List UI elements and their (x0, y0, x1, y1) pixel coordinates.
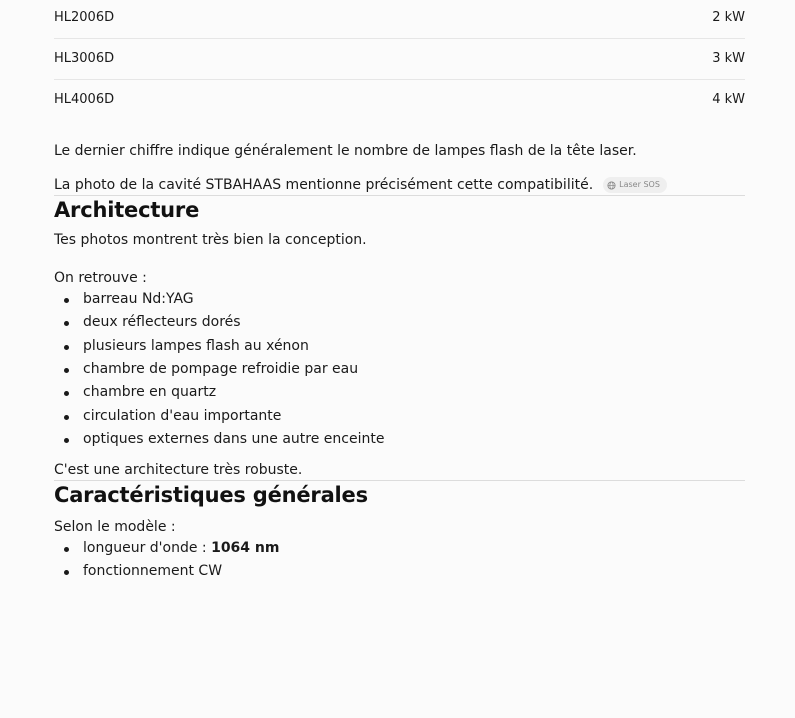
model-cell: HL2006D (54, 10, 115, 26)
architecture-intro: Tes photos montrent très bien la conception. (54, 232, 367, 249)
table-row (54, 80, 745, 120)
source-chip-label: Laser SOS (619, 179, 660, 189)
flash-lamp-note: Le dernier chiffre indique généralement le nombre de lampes flash de la tête laser. (54, 143, 637, 159)
characteristics-heading: Caractéristiques générales (54, 482, 368, 507)
list-item (54, 537, 745, 560)
power-cell: 3 kW (712, 51, 745, 67)
architecture-lead: On retrouve : (54, 270, 147, 287)
list-item: deux réflecteurs dorés (54, 311, 745, 334)
compatibility-text: La photo de la cavité STBAHAAS mentionne précisément cette compatibilité. (54, 176, 594, 193)
architecture-list (54, 288, 745, 452)
list-item: barreau Nd:YAG (54, 288, 745, 311)
list-item: chambre de pompage refroidie par eau (54, 358, 745, 381)
source-citation-chip[interactable] (603, 177, 667, 193)
chat-response-content (54, 0, 745, 584)
globe-icon (607, 181, 616, 190)
wavelength-value: 1064 nm (211, 539, 280, 556)
compatibility-note (54, 176, 745, 195)
model-power-table (54, 0, 745, 120)
power-cell: 2 kW (712, 10, 745, 26)
list-item: plusieurs lampes flash au xénon (54, 335, 745, 358)
list-item: circulation d'eau importante (54, 405, 745, 428)
list-item: optiques externes dans une autre enceinte (54, 428, 745, 451)
list-item: fonctionnement CW (54, 560, 745, 583)
characteristics-intro: Selon le modèle : (54, 518, 176, 535)
architecture-conclusion: C'est une architecture très robuste. (54, 461, 303, 478)
table-row (54, 39, 745, 80)
model-cell: HL4006D (54, 92, 115, 108)
power-cell: 4 kW (712, 92, 745, 108)
architecture-heading: Architecture (54, 197, 200, 222)
characteristics-list (54, 537, 745, 584)
table-row (54, 0, 745, 39)
wavelength-label: longueur d'onde : (83, 539, 212, 556)
list-item: chambre en quartz (54, 381, 745, 404)
model-cell: HL3006D (54, 51, 115, 67)
